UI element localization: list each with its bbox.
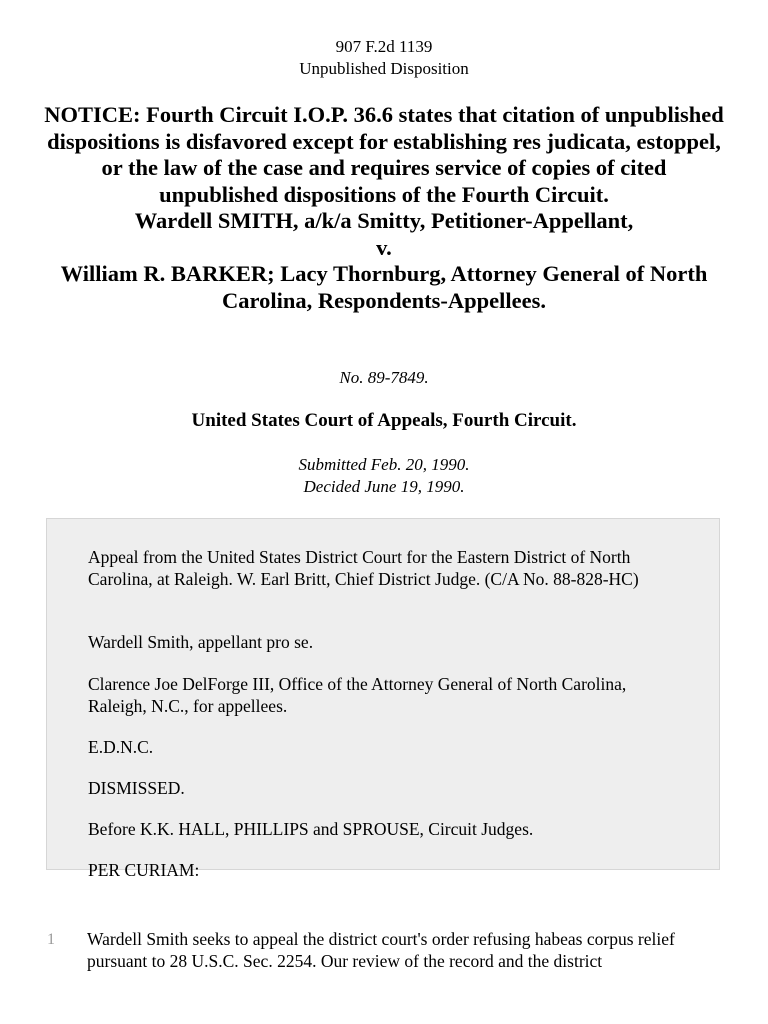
paragraph-text: Wardell Smith seeks to appeal the district court's order refusing habeas corpus relief pursuant to 28 U.S.C. Sec. 2254. Our review of the record and the district xyxy=(87,929,675,971)
submitted-date: Submitted Feb. 20, 1990. xyxy=(298,455,470,474)
appellee-counsel-text: Clarence Joe DelForge III, Office of the Attorney General of North Carolina, Raleigh, N.C., for appellees. xyxy=(88,674,627,716)
district-text: E.D.N.C. xyxy=(88,737,154,757)
appeal-from-text: Appeal from the United States District Court for the Eastern District of North Carolina, at Raleigh. W. Earl Britt, Chief District Judge. (C/A No. 88-828-HC) xyxy=(88,547,639,589)
paragraph-number: 1 xyxy=(47,931,55,948)
result-text: DISMISSED. xyxy=(88,778,185,798)
decided-date: Decided June 19, 1990. xyxy=(303,477,465,496)
appellant-name: Wardell SMITH, a/k/a Smitty, Petitioner-Appellant, xyxy=(134,208,634,233)
docket-number: No. 89-7849. xyxy=(339,368,429,387)
citation-header xyxy=(0,36,768,80)
per-curiam-text: PER CURIAM: xyxy=(88,860,200,880)
disposition-label: Unpublished Disposition xyxy=(299,59,469,78)
versus-label: v. xyxy=(376,234,392,260)
court-name: United States Court of Appeals, Fourth Circuit. xyxy=(191,410,577,431)
panel-text: Before K.K. HALL, PHILLIPS and SPROUSE, Circuit Judges. xyxy=(88,819,534,839)
reporter-citation: 907 F.2d 1139 xyxy=(335,37,433,56)
appellees-name: William R. BARKER; Lacy Thornburg, Attorney General of North Carolina, Respondents-Appellees. xyxy=(60,261,708,313)
case-dates xyxy=(0,454,768,498)
notice-text: NOTICE: Fourth Circuit I.O.P. 36.6 states that citation of unpublished dispositions is disfavored except for establishing res judicata, estoppel, or the law of the case and requires service of copies of cited unpublished dispositions of the Fourth Circuit. xyxy=(44,102,724,207)
case-title xyxy=(40,102,728,314)
appellant-counsel-text: Wardell Smith, appellant pro se. xyxy=(88,632,314,652)
case-details-box xyxy=(46,518,720,880)
